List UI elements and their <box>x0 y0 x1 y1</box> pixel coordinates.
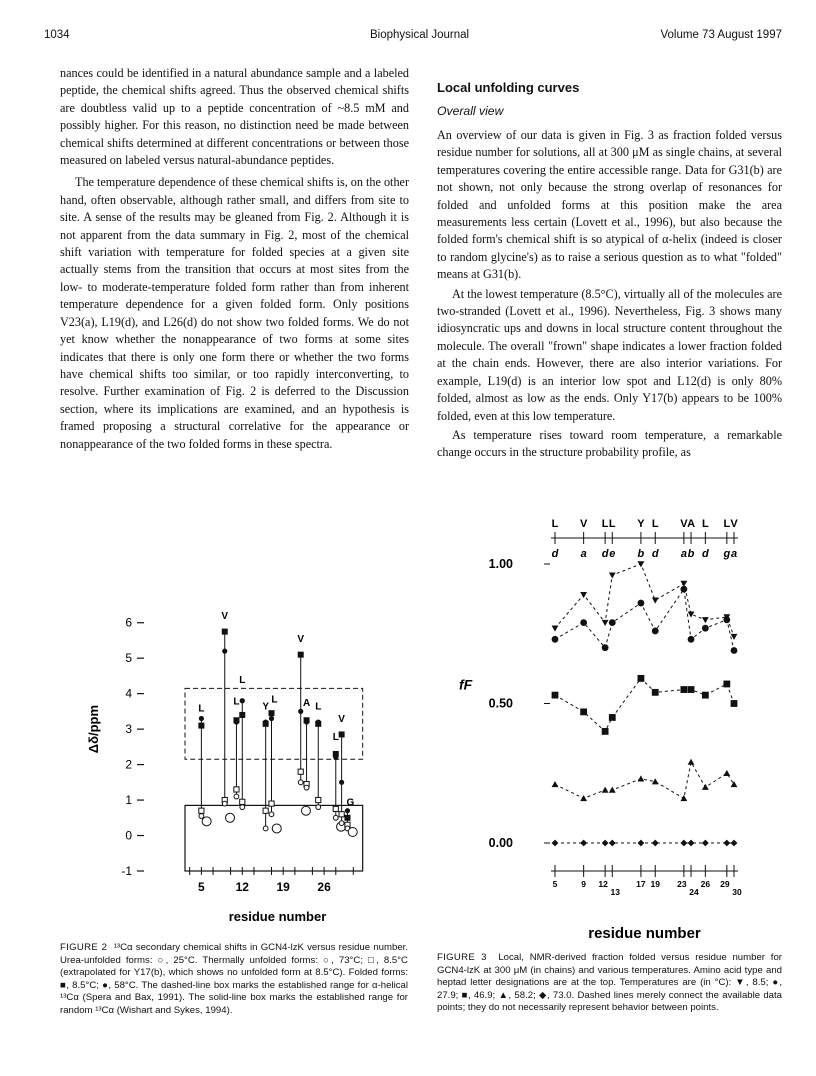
folded-58-point <box>263 719 268 724</box>
x-tick-label: 5 <box>552 879 558 889</box>
amino-acid-label: V <box>680 518 688 530</box>
residue-label: G <box>346 797 355 809</box>
unfolded-73-point <box>222 801 227 806</box>
x-tick-label: 19 <box>650 879 660 889</box>
unfolded-8-5-point <box>199 808 204 813</box>
residue-label: V <box>297 634 305 646</box>
amino-acid-label: L <box>601 518 609 530</box>
folded-58-point <box>269 716 274 721</box>
x-tick-label: 30 <box>732 887 742 897</box>
folded-8-5-point <box>222 629 228 635</box>
data-point <box>552 636 559 643</box>
data-point <box>609 572 616 578</box>
data-point <box>723 770 730 776</box>
data-point <box>638 775 645 781</box>
amino-acid-label: Y <box>637 518 645 530</box>
journal-name: Biophysical Journal <box>370 29 470 41</box>
unfolded-73-point <box>333 815 338 820</box>
data-point <box>580 708 587 715</box>
caption-text: Local, NMR-derived fraction folded versus residue number for GCN4-lzK at 300 μM (in chains) and various temperatures. Amino acid type and heptad letter designations are at the top. Temperatures are (in °C): ▼, 8.5; ●, 27.9; ■, 46.9; ▲, 58.2; ◆, 73.0. Dashed lines merely connect the available data points; they do not necessarily represent behavior between points. <box>437 952 782 1014</box>
y-tick-label: 0 <box>125 828 132 843</box>
folded-58-point <box>240 698 245 703</box>
x-tick-label: 23 <box>677 879 687 889</box>
figure-3-caption <box>437 952 782 1015</box>
data-point <box>688 686 695 693</box>
caption-label: FIGURE 3 <box>437 952 487 963</box>
x-tick-label: 5 <box>198 880 205 894</box>
x-tick-label: 26 <box>700 879 711 889</box>
data-point <box>702 625 709 632</box>
paragraph: As temperature rises toward room temperature, a remarkable change occurs in the structure probability profile, as <box>437 427 782 460</box>
x-axis-label: residue number <box>228 909 327 924</box>
amino-acid-label: L <box>608 518 616 530</box>
data-point <box>688 636 695 643</box>
folded-8-5-point <box>198 723 204 729</box>
x-axis-label: residue number <box>588 925 701 942</box>
x-tick-label: 12 <box>235 880 249 894</box>
folded-58-point <box>304 719 309 724</box>
folded-58-point <box>345 808 350 813</box>
unfolded-8-5-point <box>234 787 239 792</box>
y-tick-label: 3 <box>125 722 132 737</box>
residue-label: L <box>271 694 278 706</box>
data-point <box>652 840 659 847</box>
paragraph: nances could be identified in a natural abundance sample and a labeled peptide, the chemical shifts agreed. Thus the observed chemical shifts are doubtless valid up to a peptide concentration of ~8.5 mM and possibly higher. For this reason, no distinction need be made between chemical shifts determined at different concentrations or between those measured on labeled versus natural-abundance peptides. <box>60 66 409 168</box>
data-point <box>638 675 645 682</box>
data-point <box>602 787 609 793</box>
y-tick-label: 1.00 <box>488 557 513 571</box>
x-tick-label: 26 <box>317 880 331 894</box>
y-tick-label: 0.00 <box>488 836 513 850</box>
folded-58-point <box>333 755 338 760</box>
data-point <box>680 686 687 693</box>
data-point <box>602 620 609 626</box>
y-tick-label: 2 <box>125 757 132 772</box>
amino-acid-label: L <box>551 518 559 530</box>
heptad-label: d <box>651 548 659 560</box>
caption-text: ¹³Cα secondary chemical shifts in GCN4-lzK versus residue number. Urea-unfolded forms: ○, 25°C. Thermally unfolded forms: ○, 73°C; □, 8.5°C (extrapolated for Y17(b), which shows no unfolded form at 8.5°C). Folded forms: ■, 8.5°C; ●, 58°C. The dashed-line box marks the established range for α-helical ¹³Cα (Spera and Bax, 1991). The solid-line box marks the established range for random ¹³Cα (Wishart and Sykes, 1994). <box>60 942 408 1016</box>
y-axis-label: fF <box>459 676 473 693</box>
heptad-label: b <box>687 548 695 560</box>
heptad-label: d <box>701 548 709 560</box>
unfolded-73-point <box>298 780 303 785</box>
figure-2-chart <box>60 585 420 935</box>
unfolded-73-point <box>234 794 239 799</box>
subsection-heading: Overall view <box>437 104 504 118</box>
residue-label: L <box>239 675 246 687</box>
data-point <box>731 700 738 707</box>
folded-8-5-point <box>339 731 345 737</box>
folded-8-5-point <box>344 815 350 821</box>
folded-58-point <box>316 719 321 724</box>
data-point <box>723 681 730 688</box>
y-tick-label: -1 <box>121 864 132 878</box>
data-point <box>688 612 695 618</box>
unfolded-8-5-point <box>339 812 344 817</box>
heptad-label: g <box>723 548 731 560</box>
data-point <box>723 616 730 623</box>
paragraph: The temperature dependence of these chemical shifts is, on the other hand, often observable, although rather small, and differs from site to site. A sense of the results may be gleaned from Fig. 2. Although it is not apparent from the data summary in Fig. 2, most of the chemical shift variation with temperature for folded species at a given site actually stems from the transition that occurs at most sites from the low- to moderate-temperature folded form rather than from inherent temperature dependence for a given folded form. Only positions V23(a), L19(d), and L26(d) do not show two folded forms. We do not yet know whether the nonappearance of two forms at some sites indicates that there is only one form there or whether the two forms have chemical shifts too similar, or too rapidly interconverting, to resolve. Further examination of Fig. 2 is deferred to the Discussion section, where its implications are examined, and an hypothesis is framed proposing a structural correlative for the appearance or nonappearance of the two folded forms in these spectra. <box>60 175 410 451</box>
unfolded-73-point <box>269 812 274 817</box>
unfolded-73-point <box>240 805 245 810</box>
y-tick-label: 5 <box>125 651 132 666</box>
data-point <box>609 714 616 721</box>
folded-58-point <box>199 716 204 721</box>
y-tick-label: 0.50 <box>488 696 513 711</box>
x-tick-label: 19 <box>276 880 290 894</box>
series-line <box>555 762 734 798</box>
data-point <box>702 617 709 623</box>
residue-label: L <box>315 701 322 713</box>
amino-acid-label: L <box>723 518 731 530</box>
folded-8-5-point <box>269 710 275 716</box>
data-point <box>702 840 709 847</box>
data-point <box>609 619 616 626</box>
left-column-text <box>60 65 409 453</box>
unfolded-73-point <box>316 805 321 810</box>
residue-label: V <box>221 611 229 623</box>
data-point <box>602 728 609 735</box>
data-point <box>580 592 587 598</box>
heptad-label: e <box>609 548 616 560</box>
amino-acid-label: L <box>651 518 659 530</box>
x-tick-label: 13 <box>610 887 621 897</box>
x-tick-label: 9 <box>581 879 587 889</box>
data-point <box>638 600 645 607</box>
folded-58-point <box>298 709 303 714</box>
amino-acid-label: L <box>701 518 709 530</box>
page-number: 1034 <box>44 29 70 41</box>
heptad-label: d <box>551 548 559 560</box>
paragraph: An overview of our data is given in Fig. 3 as fraction folded versus residue number for solutions, all at 300 μM as single chains, at several temperatures covering the entire accessible range. Data for G31(b) are not shown, not only because the strong overlap of resonances for folded and unfolded forms at this position make the area measurements less certain (Lovett et al., 1996), but also because the folded form's chemical shift is so atypical of α-helix (indeed is closer to random glycine's) as to raise a serious question as to what "folded" means at G31(b). <box>437 128 782 282</box>
amino-acid-label: V <box>730 518 738 530</box>
unfolded-8-5-point <box>269 801 274 806</box>
data-point <box>731 840 738 847</box>
y-tick-label: 6 <box>125 615 132 630</box>
data-point <box>688 840 695 847</box>
data-point <box>602 840 609 847</box>
residue-label: L <box>198 703 205 715</box>
urea-25-point <box>348 827 357 836</box>
data-point <box>580 840 587 847</box>
data-point <box>602 644 609 651</box>
x-tick-label: 17 <box>636 879 646 889</box>
folded-8-5-point <box>298 652 304 658</box>
heptad-label: b <box>637 548 645 560</box>
caption-label: FIGURE 2 <box>60 942 108 953</box>
section-heading: Local unfolding curves <box>437 80 580 95</box>
data-point <box>680 586 687 593</box>
urea-25-point <box>301 806 310 815</box>
y-tick-label: 1 <box>125 793 132 808</box>
folded-58-point <box>339 780 344 785</box>
unfolded-8-5-point <box>333 806 338 811</box>
unfolded-8-5-point <box>316 797 321 802</box>
data-point <box>723 840 730 847</box>
folded-58-point <box>234 719 239 724</box>
residue-label: V <box>338 714 345 726</box>
data-point <box>552 625 559 631</box>
data-point <box>552 692 559 699</box>
x-tick-label: 12 <box>598 879 608 889</box>
heptad-label: a <box>680 548 687 560</box>
data-point <box>652 598 659 604</box>
folded-8-5-point <box>239 712 245 718</box>
urea-25-point <box>226 813 235 822</box>
residue-label: Y <box>262 701 269 713</box>
data-point <box>609 840 616 847</box>
volume-info: Volume 73 August 1997 <box>660 29 782 41</box>
urea-25-point <box>272 824 281 833</box>
data-point <box>638 561 645 567</box>
data-point <box>580 619 587 626</box>
heptad-label: a <box>580 548 587 560</box>
heptad-label: a <box>730 548 738 560</box>
data-point <box>688 759 695 765</box>
running-header <box>44 29 782 47</box>
heptad-label: d <box>601 548 609 560</box>
unfolded-8-5-point <box>240 799 245 804</box>
data-point <box>731 781 738 787</box>
residue-label: L <box>233 696 240 708</box>
y-tick-label: 4 <box>125 686 132 701</box>
amino-acid-label: V <box>579 518 588 530</box>
residue-label: A <box>302 698 311 710</box>
data-point <box>652 689 659 696</box>
amino-acid-label: A <box>687 518 696 530</box>
right-column-text <box>437 127 782 462</box>
data-point <box>731 647 738 654</box>
unfolded-73-point <box>199 814 204 819</box>
data-point <box>702 784 709 790</box>
figure-3-chart <box>437 505 782 945</box>
folded-58-point <box>222 649 227 654</box>
data-point <box>652 628 659 635</box>
data-point <box>680 795 687 801</box>
unfolded-8-5-point <box>298 769 303 774</box>
data-point <box>702 692 709 699</box>
data-point <box>609 787 616 793</box>
unfolded-8-5-point <box>263 808 268 813</box>
x-tick-label: 29 <box>720 879 730 889</box>
residue-label: L <box>332 731 339 743</box>
series-line <box>555 678 734 731</box>
x-tick-label: 24 <box>689 887 699 897</box>
data-point <box>552 840 559 847</box>
data-point <box>580 795 587 801</box>
data-point <box>552 781 559 787</box>
paragraph: At the lowest temperature (8.5°C), virtually all of the molecules are two-stranded (Lovett et al., 1996). Nevertheless, Fig. 3 shows many idiosyncratic ups and downs in local structure content throughout the molecule. The overall "frown" shape indicates a lower fraction folded at the chain ends. However, there are also interior variations. For example, L19(d) is an interior low spot and L12(d) is only 80% folded, almost as low as the ends. Only Y17(b) appears to be 100% folded, even at this low temperature. <box>437 286 782 423</box>
y-axis-label: Δδ/ppm <box>86 704 101 754</box>
urea-25-point <box>202 817 211 826</box>
data-point <box>680 840 687 847</box>
unfolded-73-point <box>304 785 309 790</box>
unfolded-73-point <box>339 821 344 826</box>
data-point <box>638 840 645 847</box>
figure-2-caption <box>60 942 408 1018</box>
unfolded-73-point <box>263 826 268 831</box>
